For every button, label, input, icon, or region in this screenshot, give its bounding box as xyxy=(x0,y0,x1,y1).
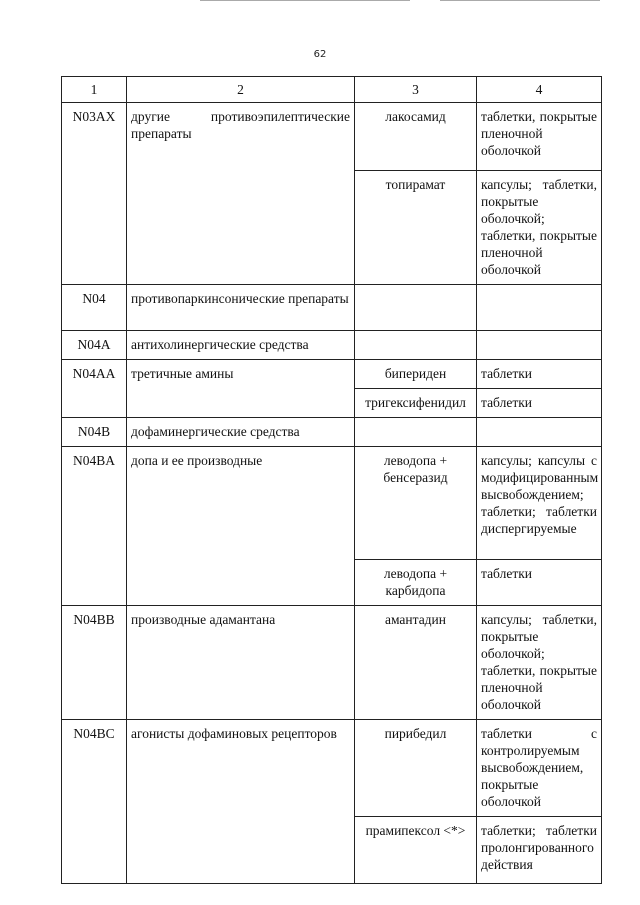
drug-name: тригексифенидил xyxy=(355,389,477,418)
atc-code: N04BC xyxy=(62,720,127,884)
dosage-form: таблетки xyxy=(477,389,602,418)
drug-group: агонисты дофаминовых рецепторов xyxy=(127,720,355,884)
atc-code: N04B xyxy=(62,418,127,447)
table-row xyxy=(62,447,602,560)
drug-name: пирибедил xyxy=(355,720,477,817)
drug-name xyxy=(355,418,477,447)
atc-code: N04BB xyxy=(62,606,127,720)
drug-name xyxy=(355,331,477,360)
drug-name: леводопа + бенсеразид xyxy=(355,447,477,560)
drug-name: амантадин xyxy=(355,606,477,720)
table-row xyxy=(62,360,602,389)
drug-name: леводопа + карбидопа xyxy=(355,560,477,606)
drug-group: допа и ее производные xyxy=(127,447,355,606)
drug-name: лакосамид xyxy=(355,103,477,171)
dosage-form xyxy=(477,285,602,331)
drug-group: другие противоэпилептические препараты xyxy=(127,103,355,285)
table-row xyxy=(62,331,602,360)
scan-edge-marks xyxy=(200,0,640,4)
table-row xyxy=(62,103,602,171)
dosage-form: таблетки, покрытые пленочной оболочкой xyxy=(477,103,602,171)
atc-code: N04BA xyxy=(62,447,127,606)
dosage-form: таблетки xyxy=(477,360,602,389)
drug-group: противопаркинсонические препараты xyxy=(127,285,355,331)
dosage-form: капсулы; таблетки, покрытые оболочкой; таблетки, покрытые пленочной оболочкой xyxy=(477,171,602,285)
drug-group: дофаминергические средства xyxy=(127,418,355,447)
dosage-form: капсулы; таблетки, покрытые оболочкой; таблетки, покрытые пленочной оболочкой xyxy=(477,606,602,720)
dosage-form: таблетки с контролируемым высвобождением, покрытые оболочкой xyxy=(477,720,602,817)
atc-code: N04AA xyxy=(62,360,127,418)
table-row xyxy=(62,606,602,720)
atc-code: N04A xyxy=(62,331,127,360)
drug-name: топирамат xyxy=(355,171,477,285)
atc-code: N03AX xyxy=(62,103,127,285)
column-header: 1 xyxy=(62,77,127,103)
drug-name: прамипексол <*> xyxy=(355,817,477,884)
column-header: 3 xyxy=(355,77,477,103)
drug-name: бипериден xyxy=(355,360,477,389)
drug-table xyxy=(61,76,602,884)
table-row xyxy=(62,285,602,331)
column-header: 4 xyxy=(477,77,602,103)
dosage-form xyxy=(477,331,602,360)
table-row xyxy=(62,720,602,817)
table-row xyxy=(62,418,602,447)
table-header-row xyxy=(62,77,602,103)
drug-group: третичные амины xyxy=(127,360,355,418)
drug-name xyxy=(355,285,477,331)
dosage-form: капсулы; капсулы с модифицированным высвобождением; таблетки; таблетки диспергируемые xyxy=(477,447,602,560)
column-header: 2 xyxy=(127,77,355,103)
dosage-form xyxy=(477,418,602,447)
drug-group: антихолинергические средства xyxy=(127,331,355,360)
atc-code: N04 xyxy=(62,285,127,331)
dosage-form: таблетки; таблетки пролонгированного действия xyxy=(477,817,602,884)
page-number: 62 xyxy=(313,49,327,60)
drug-group: производные адамантана xyxy=(127,606,355,720)
dosage-form: таблетки xyxy=(477,560,602,606)
